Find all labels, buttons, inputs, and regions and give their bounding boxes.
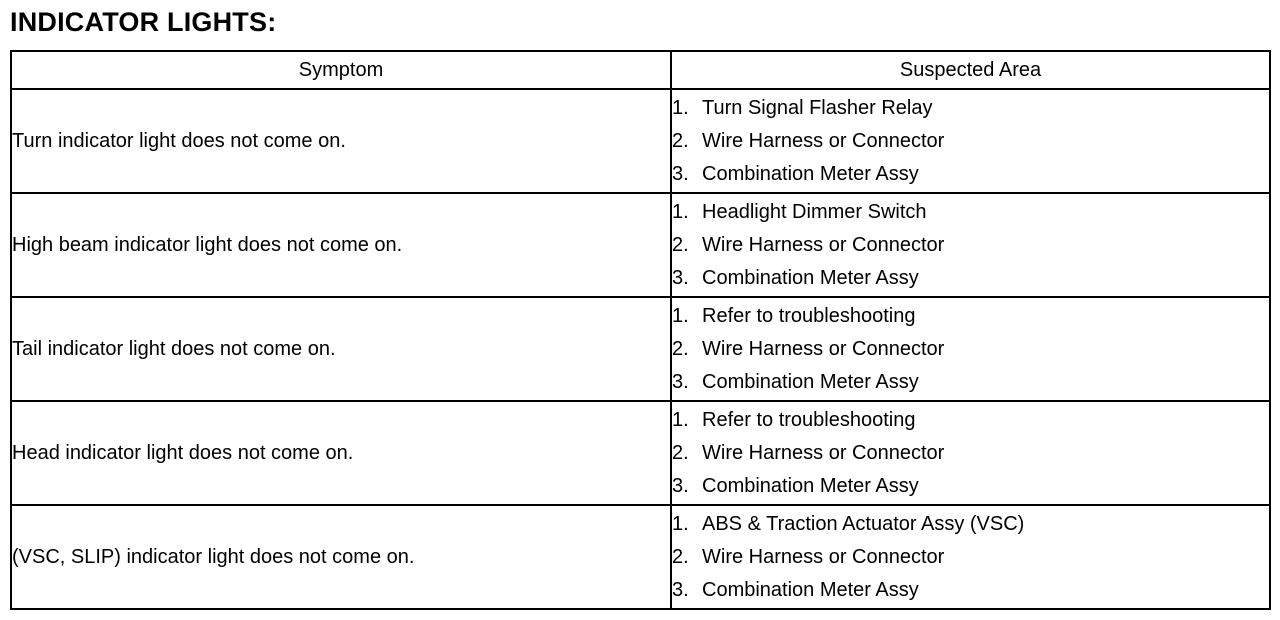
item-text: Combination Meter Assy [702, 266, 919, 289]
item-number: 2. [672, 233, 689, 256]
item-text: Wire Harness or Connector [702, 337, 945, 360]
list-item [672, 196, 1269, 229]
list-item [672, 158, 1269, 191]
item-number: 2. [672, 129, 689, 152]
list-item [672, 229, 1269, 262]
item-text: Headlight Dimmer Switch [702, 200, 927, 223]
list-item [672, 366, 1269, 399]
item-text: Wire Harness or Connector [702, 545, 945, 568]
item-text: Combination Meter Assy [702, 578, 919, 601]
item-text: Wire Harness or Connector [702, 441, 945, 464]
suspected-area-list [672, 196, 1269, 295]
item-number: 3. [672, 578, 689, 601]
symptom-cell: (VSC, SLIP) indicator light does not come on. [11, 505, 671, 609]
list-item [672, 541, 1269, 574]
page-title: INDICATOR LIGHTS: [10, 7, 277, 37]
list-item [672, 508, 1269, 541]
item-number: 1. [672, 200, 689, 223]
suspected-area-cell [671, 401, 1270, 505]
list-item [672, 125, 1269, 158]
suspected-area-list [672, 508, 1269, 607]
item-text: Refer to troubleshooting [702, 408, 916, 431]
item-number: 1. [672, 304, 689, 327]
table-row [11, 193, 1270, 297]
item-number: 3. [672, 474, 689, 497]
list-item [672, 470, 1269, 503]
item-text: Combination Meter Assy [702, 474, 919, 497]
item-text: Wire Harness or Connector [702, 129, 945, 152]
item-number: 3. [672, 370, 689, 393]
suspected-area-list [672, 300, 1269, 399]
item-number: 2. [672, 337, 689, 360]
header-row [11, 51, 1270, 89]
suspected-area-cell [671, 505, 1270, 609]
symptom-cell: Head indicator light does not come on. [11, 401, 671, 505]
item-number: 2. [672, 545, 689, 568]
table-row [11, 89, 1270, 193]
list-item [672, 92, 1269, 125]
list-item [672, 437, 1269, 470]
list-item [672, 262, 1269, 295]
suspected-area-cell [671, 297, 1270, 401]
symptom-cell: High beam indicator light does not come on. [11, 193, 671, 297]
item-text: Wire Harness or Connector [702, 233, 945, 256]
item-number: 3. [672, 266, 689, 289]
list-item [672, 300, 1269, 333]
item-text: Combination Meter Assy [702, 370, 919, 393]
column-header-symptom: Symptom [11, 51, 671, 89]
suspected-area-cell [671, 193, 1270, 297]
column-header-suspected-area: Suspected Area [671, 51, 1270, 89]
list-item [672, 333, 1269, 366]
item-text: Combination Meter Assy [702, 162, 919, 185]
suspected-area-cell [671, 89, 1270, 193]
indicator-lights-table [10, 50, 1271, 610]
item-text: ABS & Traction Actuator Assy (VSC) [702, 512, 1025, 535]
table-row [11, 297, 1270, 401]
symptom-cell: Turn indicator light does not come on. [11, 89, 671, 193]
item-text: Turn Signal Flasher Relay [702, 96, 933, 119]
item-number: 1. [672, 512, 689, 535]
item-number: 3. [672, 162, 689, 185]
item-number: 2. [672, 441, 689, 464]
suspected-area-list [672, 92, 1269, 191]
list-item [672, 574, 1269, 607]
item-number: 1. [672, 408, 689, 431]
table-row [11, 401, 1270, 505]
list-item [672, 404, 1269, 437]
suspected-area-list [672, 404, 1269, 503]
symptom-cell: Tail indicator light does not come on. [11, 297, 671, 401]
item-text: Refer to troubleshooting [702, 304, 916, 327]
item-number: 1. [672, 96, 689, 119]
table-row [11, 505, 1270, 609]
